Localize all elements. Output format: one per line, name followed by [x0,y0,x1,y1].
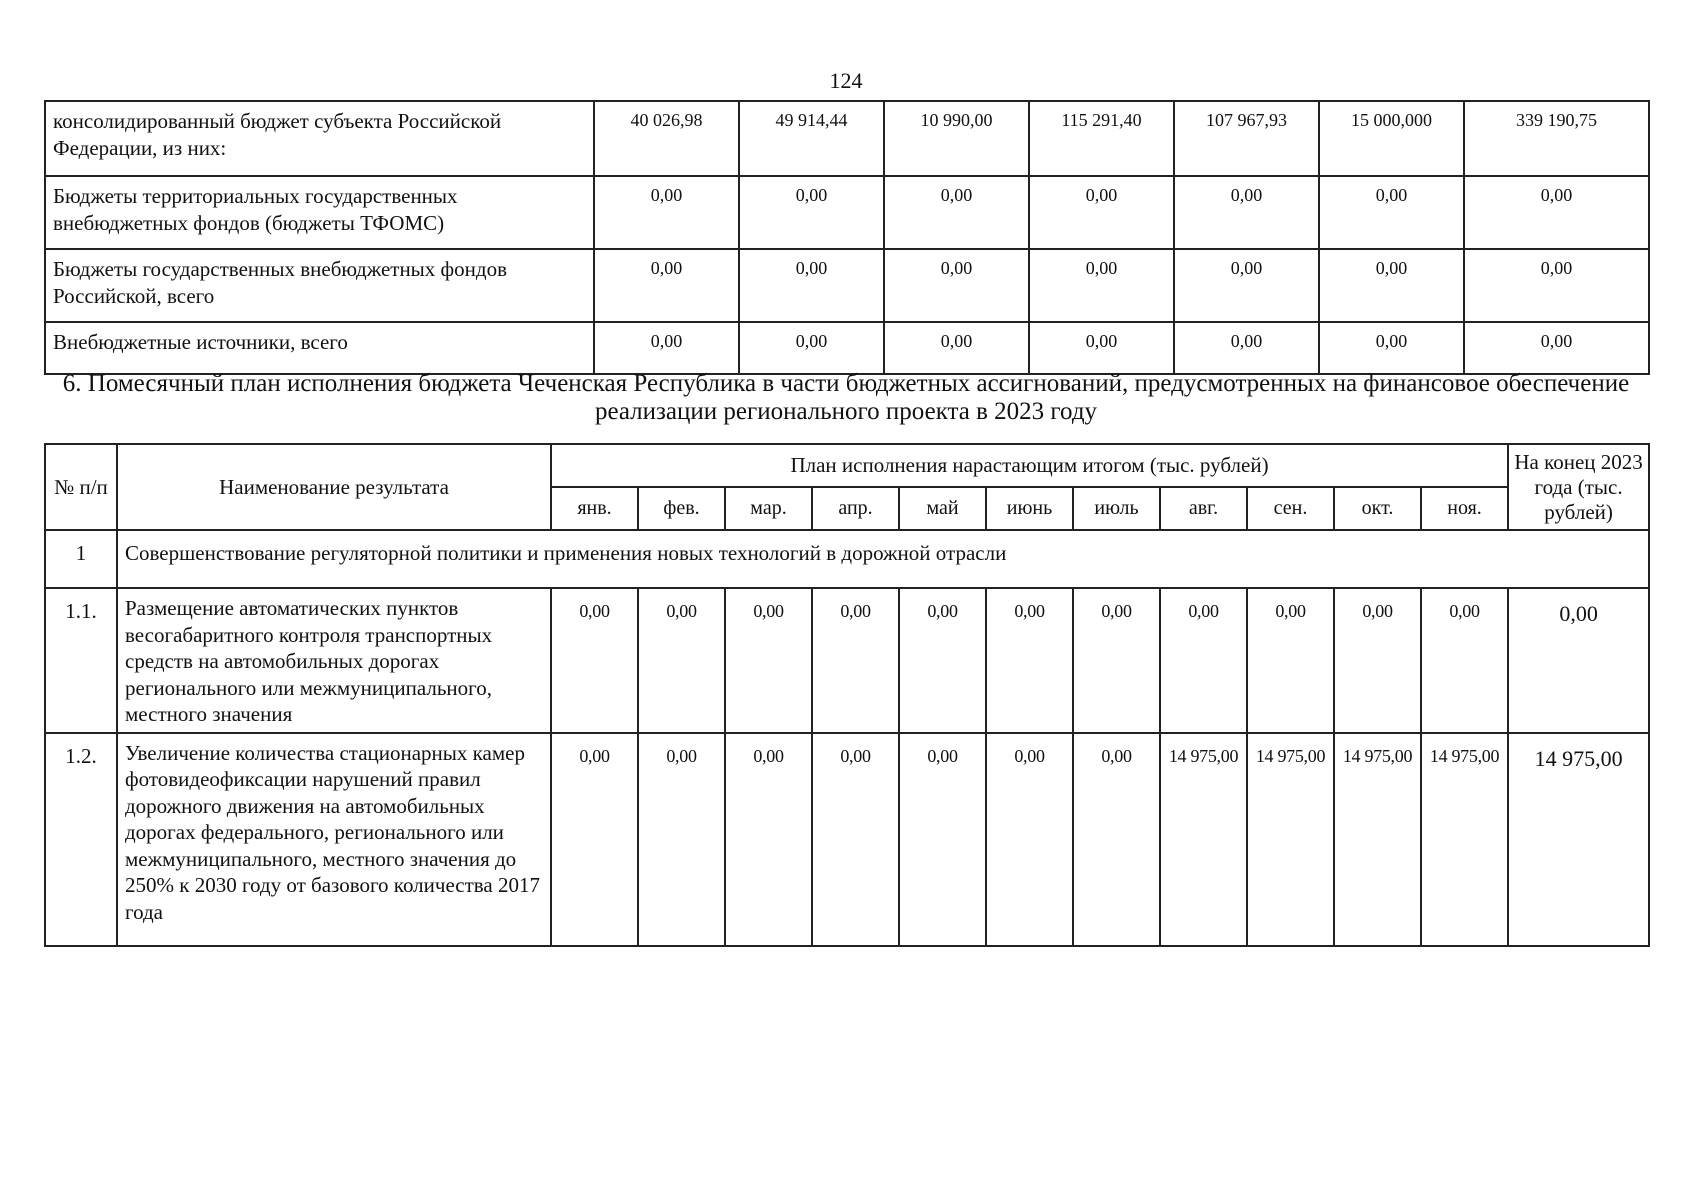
month-header: ноя. [1421,487,1508,530]
month-header: авг. [1160,487,1247,530]
budget-sources-table [44,100,1650,375]
budget-value-cell: 107 967,93 [1174,101,1319,176]
section-title: 6. Помесячный план исполнения бюджета Чеченская Республика в части бюджетных ассигнований, предусмотренных на финансовое обеспечение реализации регионального проекта в 2023 году [62,370,1630,425]
month-value-cell: 0,00 [638,588,725,733]
budget-row-label: Внебюджетные источники, всего [45,322,594,374]
month-value-cell: 0,00 [638,733,725,946]
budget-value-cell: 10 990,00 [884,101,1029,176]
budget-value-cell: 0,00 [739,176,884,249]
month-value-cell: 0,00 [725,588,812,733]
header-number: № п/п [45,444,117,530]
group-number: 1 [45,530,117,588]
month-header: мар. [725,487,812,530]
budget-row [45,101,1649,176]
budget-value-cell: 0,00 [884,176,1029,249]
budget-value-cell: 0,00 [739,249,884,322]
month-value-cell: 0,00 [812,588,899,733]
budget-value-cell: 0,00 [1464,176,1649,249]
table-row [45,588,1649,733]
month-value-cell: 14 975,00 [1247,733,1334,946]
month-value-cell: 0,00 [1073,733,1160,946]
budget-value-cell: 115 291,40 [1029,101,1174,176]
month-header: сен. [1247,487,1334,530]
budget-row [45,322,1649,374]
budget-value-cell: 0,00 [1319,249,1464,322]
monthly-plan-table [44,443,1650,947]
budget-value-cell: 0,00 [884,322,1029,374]
month-header: июль [1073,487,1160,530]
budget-row [45,176,1649,249]
result-name: Размещение автоматических пунктов весогабаритного контроля транспортных средств на автомобильных дорогах регионального или межмуниципального, местного значения [117,588,551,733]
row-number: 1.2. [45,733,117,946]
month-value-cell: 14 975,00 [1160,733,1247,946]
month-value-cell: 0,00 [899,733,986,946]
month-value-cell: 14 975,00 [1334,733,1421,946]
month-value-cell: 0,00 [551,733,638,946]
month-value-cell: 0,00 [1421,588,1508,733]
group-title: Совершенствование регуляторной политики и применения новых технологий в дорожной отрасли [117,530,1649,588]
budget-value-cell: 0,00 [1174,249,1319,322]
table-row [45,733,1649,946]
month-header: окт. [1334,487,1421,530]
budget-value-cell: 0,00 [1029,176,1174,249]
budget-value-cell: 40 026,98 [594,101,739,176]
year-total-cell: 14 975,00 [1508,733,1649,946]
budget-value-cell: 0,00 [1029,249,1174,322]
month-header: фев. [638,487,725,530]
budget-value-cell: 0,00 [1029,322,1174,374]
group-row [45,530,1649,588]
budget-row [45,249,1649,322]
month-value-cell: 0,00 [812,733,899,946]
budget-value-cell: 0,00 [739,322,884,374]
header-plan: План исполнения нарастающим итогом (тыс. рублей) [551,444,1508,487]
header-total: На конец 2023 года (тыс. рублей) [1508,444,1649,530]
month-value-cell: 0,00 [986,588,1073,733]
budget-row-label: Бюджеты территориальных государственных внебюджетных фондов (бюджеты ТФОМС) [45,176,594,249]
month-value-cell: 0,00 [899,588,986,733]
month-value-cell: 0,00 [725,733,812,946]
month-header: апр. [812,487,899,530]
budget-value-cell: 0,00 [1464,322,1649,374]
month-header: июнь [986,487,1073,530]
month-value-cell: 0,00 [1334,588,1421,733]
month-value-cell: 14 975,00 [1421,733,1508,946]
header-name: Наименование результата [117,444,551,530]
month-value-cell: 0,00 [1247,588,1334,733]
budget-value-cell: 0,00 [1464,249,1649,322]
budget-value-cell: 0,00 [594,176,739,249]
month-value-cell: 0,00 [1073,588,1160,733]
budget-value-cell: 15 000,000 [1319,101,1464,176]
month-value-cell: 0,00 [551,588,638,733]
budget-value-cell: 0,00 [1174,322,1319,374]
budget-value-cell: 0,00 [594,249,739,322]
budget-value-cell: 49 914,44 [739,101,884,176]
budget-value-cell: 0,00 [594,322,739,374]
budget-value-cell: 0,00 [884,249,1029,322]
budget-value-cell: 0,00 [1319,176,1464,249]
row-number: 1.1. [45,588,117,733]
budget-value-cell: 339 190,75 [1464,101,1649,176]
page-number: 124 [829,68,863,93]
month-value-cell: 0,00 [986,733,1073,946]
month-value-cell: 0,00 [1160,588,1247,733]
month-header: янв. [551,487,638,530]
budget-row-label: консолидированный бюджет субъекта Российской Федерации, из них: [45,101,594,176]
budget-value-cell: 0,00 [1319,322,1464,374]
budget-row-label: Бюджеты государственных внебюджетных фондов Российской, всего [45,249,594,322]
budget-value-cell: 0,00 [1174,176,1319,249]
month-header: май [899,487,986,530]
result-name: Увеличение количества стационарных камер фотовидеофиксации нарушений правил дорожного движения на автомобильных дорогах федерального, регионального или межмуниципального, местного значения до 250% к 2030 году от базового количества 2017 года [117,733,551,946]
year-total-cell: 0,00 [1508,588,1649,733]
